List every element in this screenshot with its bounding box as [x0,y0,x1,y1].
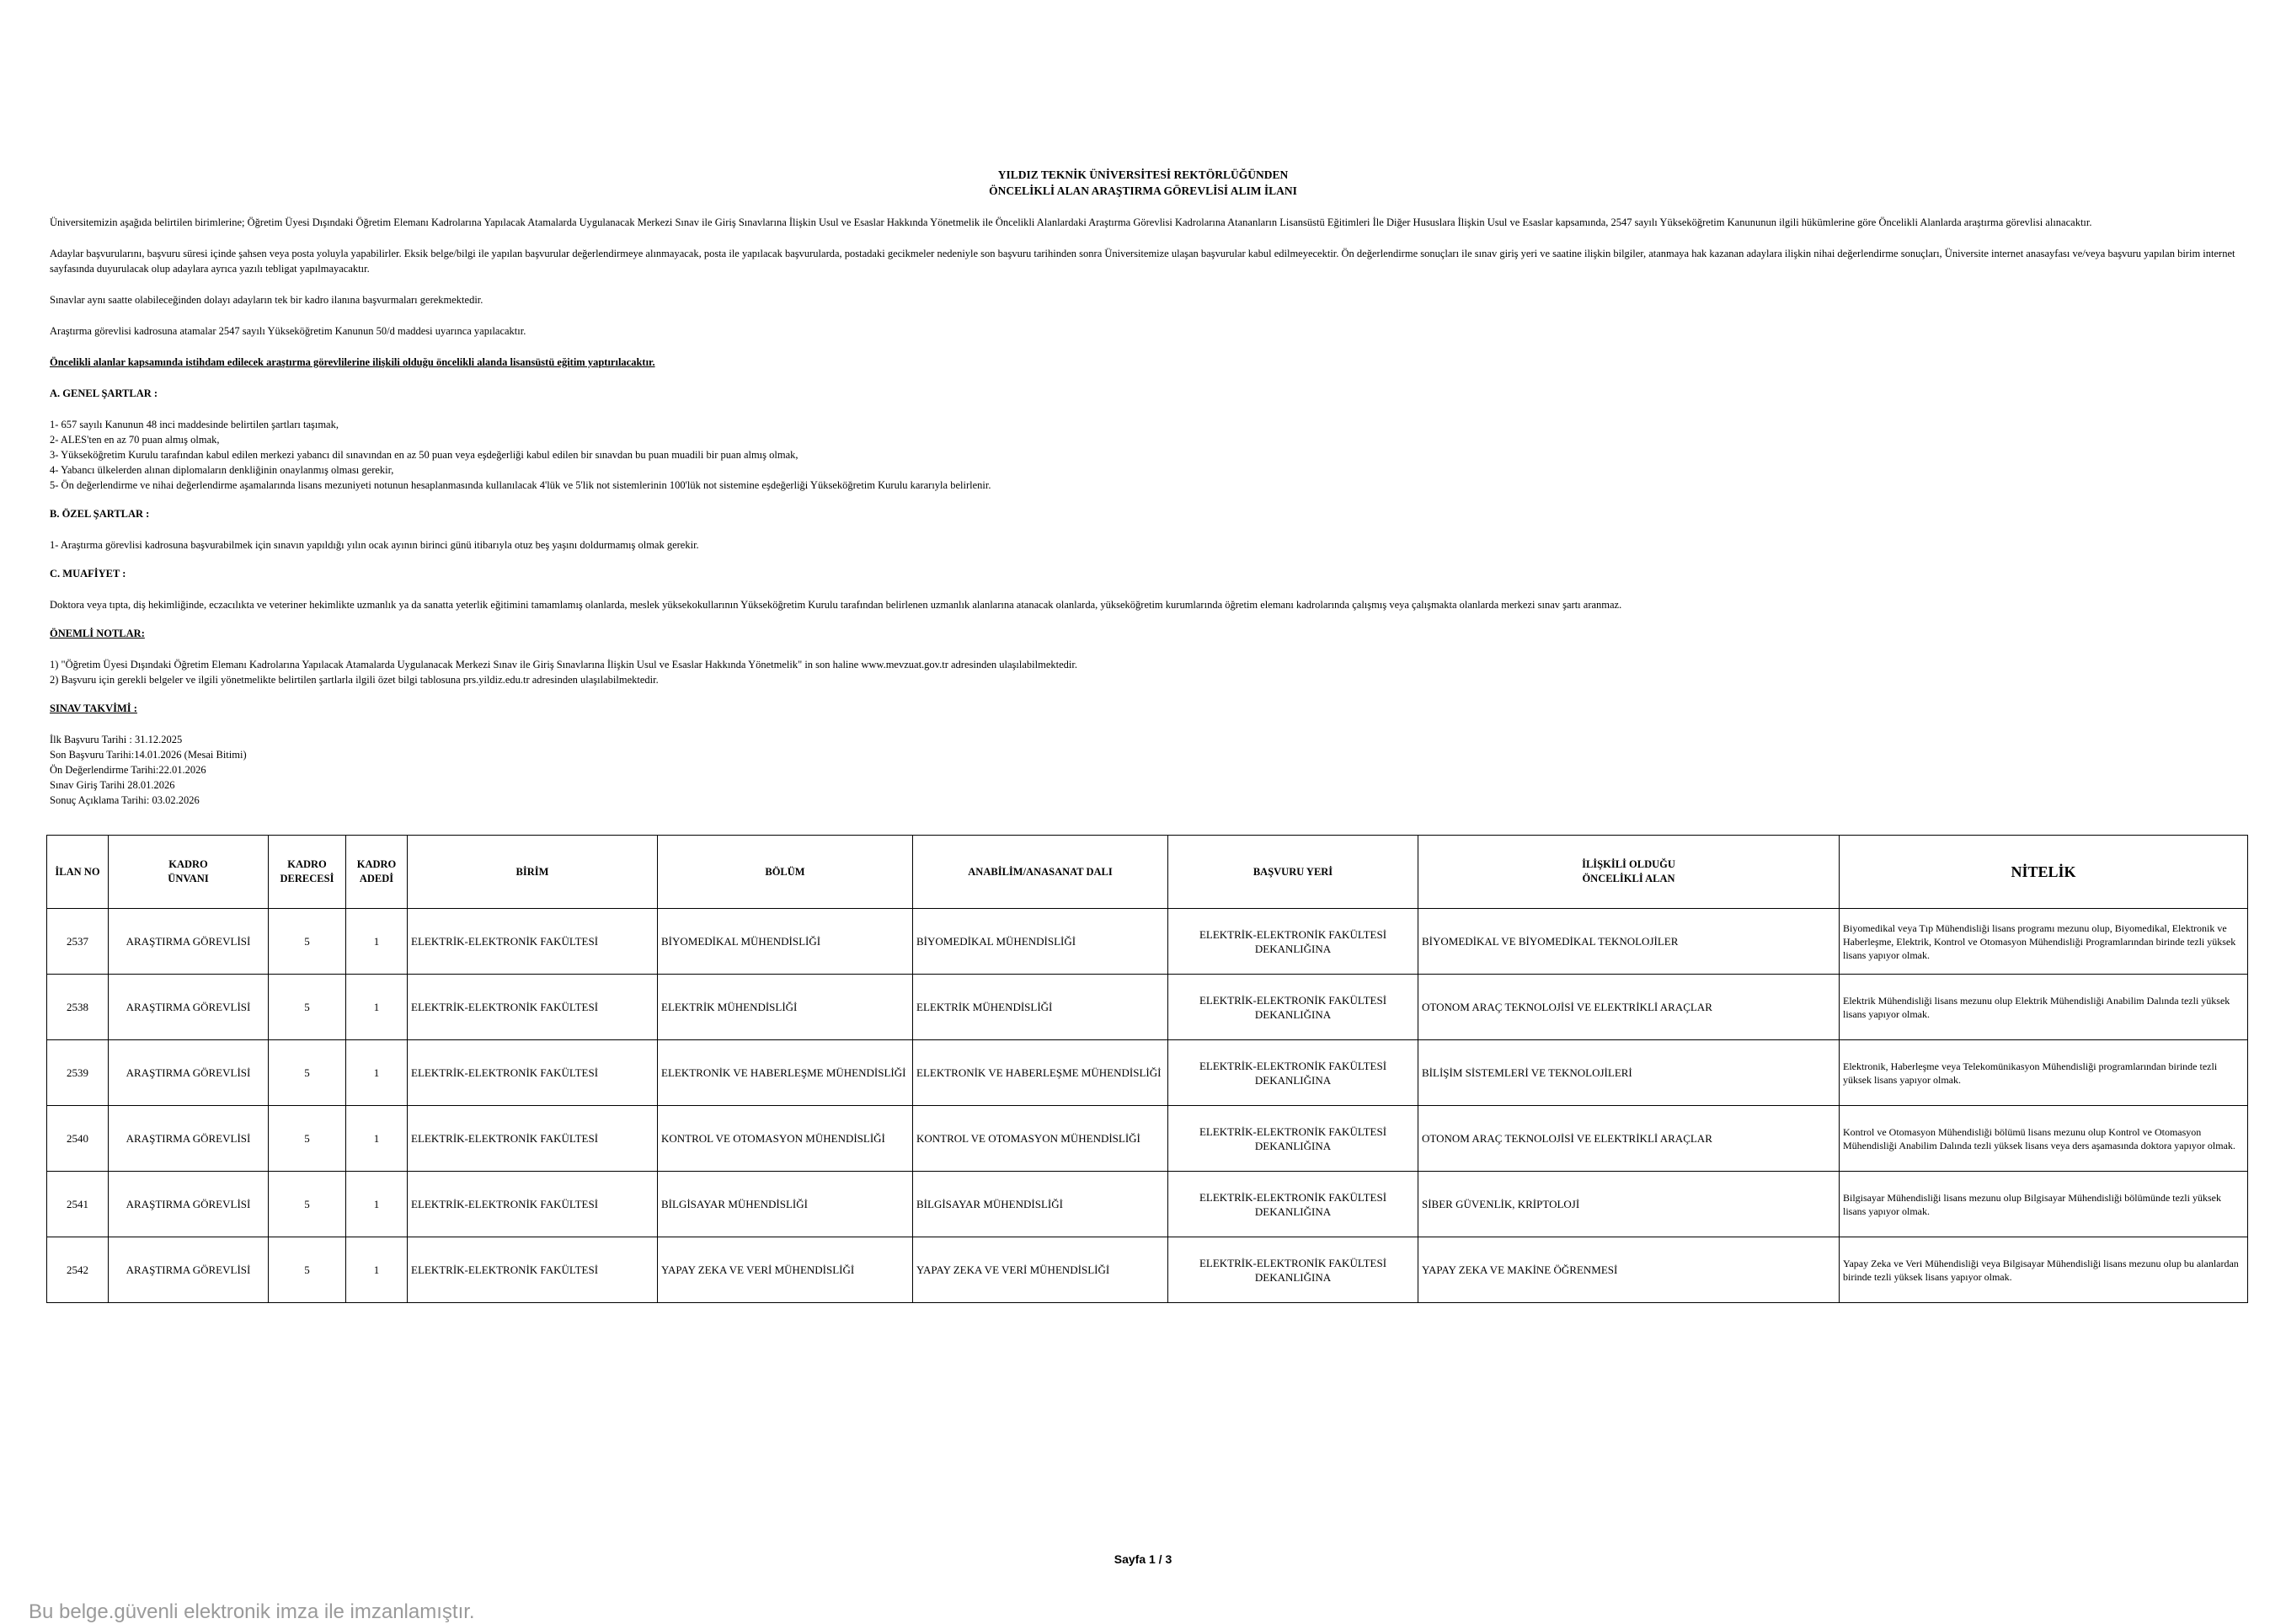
cell-kadro-unvani: ARAŞTIRMA GÖREVLİSİ [109,1106,269,1172]
cell-basvuru-yeri: ELEKTRİK-ELEKTRONİK FAKÜLTESİ DEKANLIĞINA [1168,1106,1418,1172]
not-item: 2) Başvuru için gerekli belgeler ve ilgili yönetmelikte belirtilen şartlarla ilgili özet bilgi tablosuna prs.yildiz.edu.tr adresinden ulaşılabilmektedir. [50,674,659,686]
cell-ilan-no: 2542 [47,1237,109,1303]
cell-anabilim: ELEKTRONİK VE HABERLEŞME MÜHENDİSLİĞİ [913,1040,1168,1106]
header-bolum: BÖLÜM [658,836,913,909]
genel-sart-item: 3- Yükseköğretim Kurulu tarafından kabul edilen merkezi yabancı dil sınavından en az 50 puan veya eşdeğerliği kabul edilen bir sınavdan bu puan muadili bir puan almış olmak, [50,449,798,461]
cell-basvuru-yeri: ELEKTRİK-ELEKTRONİK FAKÜLTESİ DEKANLIĞINA [1168,909,1418,975]
notlar-heading: ÖNEMLİ NOTLAR: [50,628,145,639]
cell-kadro-derecesi: 5 [269,975,346,1040]
cell-birim: ELEKTRİK-ELEKTRONİK FAKÜLTESİ [408,975,658,1040]
cell-oncelikli-alan: OTONOM ARAÇ TEKNOLOJİSİ VE ELEKTRİKLİ ARAÇLAR [1418,1106,1840,1172]
muafiyet-heading: C. MUAFİYET : [50,568,126,580]
cell-birim: ELEKTRİK-ELEKTRONİK FAKÜLTESİ [408,1040,658,1106]
announcement-body [50,215,2240,821]
cell-kadro-derecesi: 5 [269,1237,346,1303]
title-line-2: ÖNCELİKLİ ALAN ARAŞTIRMA GÖREVLİSİ ALIM İLANI [989,184,1297,197]
cell-kadro-adedi: 1 [346,909,408,975]
genel-sartlar-heading: A. GENEL ŞARTLAR : [50,387,158,399]
table-row [47,1237,2248,1303]
cell-bolum: BİLGİSAYAR MÜHENDİSLİĞİ [658,1172,913,1237]
cell-kadro-adedi: 1 [346,975,408,1040]
takvim-section [50,701,2240,808]
cell-anabilim: KONTROL VE OTOMASYON MÜHENDİSLİĞİ [913,1106,1168,1172]
cell-bolum: ELEKTRONİK VE HABERLEŞME MÜHENDİSLİĞİ [658,1040,913,1106]
takvim-item: Sınav Giriş Tarihi 28.01.2026 [50,779,175,791]
ozel-sart-item: 1- Araştırma görevlisi kadrosuna başvurabilmek için sınavın yapıldığı yılın ocak ayının birinci günü itibarıyla otuz beş yaşını doldurmamış olmak gerekir. [50,539,699,551]
cell-kadro-unvani: ARAŞTIRMA GÖREVLİSİ [109,1237,269,1303]
cell-kadro-unvani: ARAŞTIRMA GÖREVLİSİ [109,975,269,1040]
genel-sart-item: 2- ALES'ten en az 70 puan almış olmak, [50,434,220,446]
genel-sartlar-section [50,386,2240,493]
cell-ilan-no: 2538 [47,975,109,1040]
cell-bolum: YAPAY ZEKA VE VERİ MÜHENDİSLİĞİ [658,1237,913,1303]
cell-kadro-derecesi: 5 [269,1172,346,1237]
cell-nitelik: Elektronik, Haberleşme veya Telekomünikasyon Mühendisliği programlarından birinde tezli yüksek lisans yapıyor olmak. [1840,1040,2248,1106]
header-basvuru-yeri: BAŞVURU YERİ [1168,836,1418,909]
header-oncelikli-alan: İLİŞKİLİ OLDUĞU ÖNCELİKLİ ALAN [1418,836,1840,909]
cell-bolum: BİYOMEDİKAL MÜHENDİSLİĞİ [658,909,913,975]
cell-kadro-unvani: ARAŞTIRMA GÖREVLİSİ [109,909,269,975]
ozel-sartlar-section [50,506,2240,553]
cell-anabilim: BİLGİSAYAR MÜHENDİSLİĞİ [913,1172,1168,1237]
cell-anabilim: BİYOMEDİKAL MÜHENDİSLİĞİ [913,909,1168,975]
table-row [47,909,2248,975]
cell-birim: ELEKTRİK-ELEKTRONİK FAKÜLTESİ [408,1172,658,1237]
intro-paragraph-3: Sınavlar aynı saatte olabileceğinden dolayı adayların tek bir kadro ilanına başvurmaları gerekmektedir. [50,294,483,306]
notlar-section [50,626,2240,687]
cell-oncelikli-alan: BİYOMEDİKAL VE BİYOMEDİKAL TEKNOLOJİLER [1418,909,1840,975]
cell-kadro-adedi: 1 [346,1172,408,1237]
header-anabilim: ANABİLİM/ANASANAT DALI [913,836,1168,909]
cell-oncelikli-alan: BİLİŞİM SİSTEMLERİ VE TEKNOLOJİLERİ [1418,1040,1840,1106]
takvim-item: Ön Değerlendirme Tarihi:22.01.2026 [50,764,206,776]
cell-nitelik: Yapay Zeka ve Veri Mühendisliği veya Bilgisayar Mühendisliği lisans mezunu olup bu alanlardan birinde tezli yüksek lisans yapıyor olmak. [1840,1237,2248,1303]
takvim-item: Sonuç Açıklama Tarihi: 03.02.2026 [50,794,200,806]
cell-nitelik: Kontrol ve Otomasyon Mühendisliği bölümü lisans mezunu olup Kontrol ve Otomasyon Mühendisliği Anabilim Dalında tezli yüksek lisans veya ders aşamasında doktora yapıyor olmak. [1840,1106,2248,1172]
cell-nitelik: Bilgisayar Mühendisliği lisans mezunu olup Bilgisayar Mühendisliği bölümünde tezli yüksek lisans yapıyor olmak. [1840,1172,2248,1237]
cell-basvuru-yeri: ELEKTRİK-ELEKTRONİK FAKÜLTESİ DEKANLIĞINA [1168,1237,1418,1303]
intro-paragraph-4: Araştırma görevlisi kadrosuna atamalar 2547 sayılı Yükseköğretim Kanunun 50/d maddesi uyarınca yapılacaktır. [50,325,526,337]
cell-kadro-adedi: 1 [346,1040,408,1106]
header-kadro-derecesi: KADRO DERECESİ [269,836,346,909]
intro-paragraph-1: Üniversitemizin aşağıda belirtilen birimlerine; Öğretim Üyesi Dışındaki Öğretim Elemanı Kadrolarına Yapılacak Atamalarda Uygulanacak Merkezi Sınav ile Giriş Sınavlarına İlişkin Usul ve Esaslar Hakkında Yönetmelik ile Öncelikli Alanlardaki Araştırma Görevlisi Kadrolarına Atananların Lisansüstü Eğitimleri İle Diğer Hususlara İlişkin Usul ve Esaslar kapsamında, 2547 sayılı Yükseköğretim Kanununun ilgili hükümlerine göre Öncelikli Alanlarda araştırma görevlisi alınacaktır. [50,216,2092,228]
header-kadro-adedi: KADRO ADEDİ [346,836,408,909]
cell-kadro-adedi: 1 [346,1106,408,1172]
cell-ilan-no: 2539 [47,1040,109,1106]
cell-kadro-derecesi: 5 [269,1106,346,1172]
not-item: 1) "Öğretim Üyesi Dışındaki Öğretim Elemanı Kadrolarına Yapılacak Atamalarda Uygulanacak Merkezi Sınav ile Giriş Sınavlarına İlişkin Usul ve Esaslar Hakkında Yönetmelik" in son haline www.mevzuat.gov.tr adresinden ulaşılabilmektedir. [50,659,1077,670]
header-birim: BİRİM [408,836,658,909]
cell-ilan-no: 2541 [47,1172,109,1237]
document-title [0,167,2286,199]
table-row [47,1172,2248,1237]
cell-ilan-no: 2537 [47,909,109,975]
title-line-1: YILDIZ TEKNİK ÜNİVERSİTESİ REKTÖRLÜĞÜNDEN [997,168,1289,181]
table-header-row [47,836,2248,909]
cell-anabilim: ELEKTRİK MÜHENDİSLİĞİ [913,975,1168,1040]
e-signature-note: Bu belge.güvenli elektronik imza ile imzanlamıştır. [29,1600,475,1623]
table-row [47,975,2248,1040]
genel-sart-item: 1- 657 sayılı Kanunun 48 inci maddesinde belirtilen şartları taşımak, [50,419,339,430]
cell-birim: ELEKTRİK-ELEKTRONİK FAKÜLTESİ [408,1106,658,1172]
cell-basvuru-yeri: ELEKTRİK-ELEKTRONİK FAKÜLTESİ DEKANLIĞINA [1168,1040,1418,1106]
table-row [47,1040,2248,1106]
header-ilan-no: İLAN NO [47,836,109,909]
page-number: Sayfa 1 / 3 [1114,1552,1172,1566]
takvim-item: Son Başvuru Tarihi:14.01.2026 (Mesai Bitimi) [50,749,247,761]
kadro-table [46,835,2248,1303]
intro-paragraph-5: Öncelikli alanlar kapsamında istihdam edilecek araştırma görevlilerine ilişkili olduğu öncelikli alanda lisansüstü eğitim yaptırılacaktır. [50,356,655,368]
cell-basvuru-yeri: ELEKTRİK-ELEKTRONİK FAKÜLTESİ DEKANLIĞINA [1168,1172,1418,1237]
header-kadro-unvani: KADRO ÜNVANI [109,836,269,909]
cell-kadro-derecesi: 5 [269,909,346,975]
cell-kadro-derecesi: 5 [269,1040,346,1106]
cell-kadro-adedi: 1 [346,1237,408,1303]
cell-oncelikli-alan: YAPAY ZEKA VE MAKİNE ÖĞRENMESİ [1418,1237,1840,1303]
muafiyet-text: Doktora veya tıpta, diş hekimliğinde, eczacılıkta ve veteriner hekimlikte uzmanlık ya da sanatta yeterlik eğitimini tamamlamış olanlarda, meslek yüksekokullarının Yükseköğretim Kurulu tarafından belirlenen uzmanlık alanlarına atanacak olanlarda, yükseköğretim kurumlarında öğretim elemanı kadrolarında çalışmış veya çalışmakta olanlarda merkezi sınav şartı aranmaz. [50,599,1622,611]
cell-birim: ELEKTRİK-ELEKTRONİK FAKÜLTESİ [408,909,658,975]
table-row [47,1106,2248,1172]
takvim-item: İlk Başvuru Tarihi : 31.12.2025 [50,734,183,745]
cell-bolum: KONTROL VE OTOMASYON MÜHENDİSLİĞİ [658,1106,913,1172]
cell-basvuru-yeri: ELEKTRİK-ELEKTRONİK FAKÜLTESİ DEKANLIĞINA [1168,975,1418,1040]
cell-birim: ELEKTRİK-ELEKTRONİK FAKÜLTESİ [408,1237,658,1303]
cell-kadro-unvani: ARAŞTIRMA GÖREVLİSİ [109,1040,269,1106]
cell-nitelik: Biyomedikal veya Tıp Mühendisliği lisans programı mezunu olup, Biyomedikal, Elektronik ve Haberleşme, Elektrik, Kontrol ve Otomasyon Mühendisliği Programlarından birinde tezli yüksek lisans yapıyor olmak. [1840,909,2248,975]
cell-nitelik: Elektrik Mühendisliği lisans mezunu olup Elektrik Mühendisliği Anabilim Dalında tezli yüksek lisans yapıyor olmak. [1840,975,2248,1040]
genel-sart-item: 5- Ön değerlendirme ve nihai değerlendirme aşamalarında lisans mezuniyeti notunun hesaplanmasında kullanılacak 4'lük ve 5'lik not sistemlerinin 100'lük not sistemine eşdeğerliği Yükseköğretim Kurulu kararıyla belirlenir. [50,479,991,491]
intro-paragraph-2: Adaylar başvurularını, başvuru süresi içinde şahsen veya posta yoluyla yapabilirler. Eksik belge/bilgi ile yapılan başvurular değerlendirmeye alınmayacak, posta ile yapılacak başvurularda, postadaki gecikmeler nedeniyle son başvuru tarihinden sonra Üniversitemize ulaşan başvurular kabul edilmeyecektir. Ön değerlendirme sonuçları ile sınav giriş yeri ve saatine ilişkin bilgiler, atanmaya hak kazanan adaylara ilişkin nihai değerlendirme sonuçları, Üniversite internet anasayfası ve/veya başvuru yapılan birim internet sayfasında duyurulacak olup adaylara ayrıca yazılı tebligat yapılmayacaktır. [50,248,2235,275]
genel-sart-item: 4- Yabancı ülkelerden alınan diplomaların denkliğinin onaylanmış olması gerekir, [50,464,394,476]
cell-oncelikli-alan: OTONOM ARAÇ TEKNOLOJİSİ VE ELEKTRİKLİ ARAÇLAR [1418,975,1840,1040]
cell-oncelikli-alan: SİBER GÜVENLİK, KRİPTOLOJİ [1418,1172,1840,1237]
cell-ilan-no: 2540 [47,1106,109,1172]
cell-kadro-unvani: ARAŞTIRMA GÖREVLİSİ [109,1172,269,1237]
muafiyet-section [50,566,2240,612]
header-nitelik: NİTELİK [1840,836,2248,909]
ozel-sartlar-heading: B. ÖZEL ŞARTLAR : [50,508,150,520]
cell-anabilim: YAPAY ZEKA VE VERİ MÜHENDİSLİĞİ [913,1237,1168,1303]
cell-bolum: ELEKTRİK MÜHENDİSLİĞİ [658,975,913,1040]
takvim-heading: SINAV TAKVİMİ : [50,702,137,714]
